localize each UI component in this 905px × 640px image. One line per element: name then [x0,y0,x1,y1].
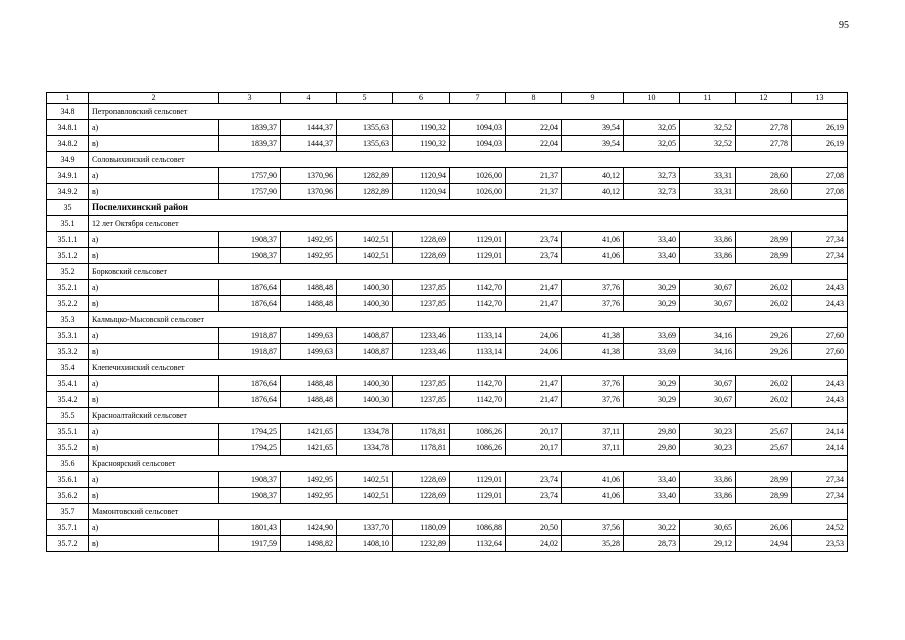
section-title: Красноалтайский сельсовет [89,408,848,424]
value-cell: 1086,26 [450,424,506,440]
value-cell: 21,47 [506,376,562,392]
row-code: 35.2.1 [47,280,89,296]
value-cell: 1492,95 [281,472,337,488]
value-cell: 1232,89 [393,536,450,552]
value-cell: 1282,89 [337,184,393,200]
value-cell: 1237,85 [393,280,450,296]
value-cell: 28,99 [736,232,792,248]
value-cell: 1400,30 [337,296,393,312]
value-cell: 1488,48 [281,280,337,296]
value-cell: 1129,01 [450,232,506,248]
row-code: 35.5.1 [47,424,89,440]
value-cell: 32,05 [624,136,680,152]
value-cell: 37,76 [562,280,624,296]
column-header-row [47,93,848,104]
value-cell: 34,16 [680,328,736,344]
value-cell: 1237,85 [393,296,450,312]
value-cell: 41,06 [562,248,624,264]
row-code: 35.6 [47,456,89,472]
value-cell: 1133,14 [450,328,506,344]
value-cell: 40,12 [562,184,624,200]
value-cell: 37,11 [562,424,624,440]
value-cell: 37,76 [562,296,624,312]
row-code: 35.3.1 [47,328,89,344]
row-code: 35.1.2 [47,248,89,264]
row-code: 35.1 [47,216,89,232]
table-row [47,232,848,248]
value-cell: 24,43 [792,296,848,312]
value-cell: 1337,70 [337,520,393,536]
column-header: 1 [47,93,89,104]
value-cell: 26,19 [792,120,848,136]
value-cell: 32,52 [680,120,736,136]
value-cell: 1794,25 [219,424,281,440]
value-cell: 22,04 [506,120,562,136]
section-title: Петропавловский сельсовет [89,104,848,120]
value-cell: 21,47 [506,392,562,408]
section-title: Калмыцко-Мысовской сельсовет [89,312,848,328]
value-cell: 1421,65 [281,424,337,440]
table-row [47,136,848,152]
section-row [47,456,848,472]
row-variant-label: а) [89,232,219,248]
value-cell: 1876,64 [219,296,281,312]
value-cell: 37,76 [562,392,624,408]
value-cell: 20,17 [506,424,562,440]
row-code: 35.3.2 [47,344,89,360]
value-cell: 33,40 [624,232,680,248]
row-code: 35.4.2 [47,392,89,408]
value-cell: 1129,01 [450,472,506,488]
table-row [47,280,848,296]
row-code: 34.8 [47,104,89,120]
row-variant-label: а) [89,120,219,136]
row-code: 35.2 [47,264,89,280]
value-cell: 24,43 [792,392,848,408]
row-code: 35.7.1 [47,520,89,536]
value-cell: 23,74 [506,248,562,264]
value-cell: 26,19 [792,136,848,152]
table-row [47,424,848,440]
row-code: 34.8.2 [47,136,89,152]
value-cell: 24,14 [792,440,848,456]
value-cell: 1228,69 [393,248,450,264]
value-cell: 1178,81 [393,424,450,440]
value-cell: 1444,37 [281,120,337,136]
column-header: 11 [680,93,736,104]
value-cell: 1142,70 [450,392,506,408]
section-title: Борковский сельсовет [89,264,848,280]
value-cell: 27,34 [792,472,848,488]
value-cell: 30,67 [680,296,736,312]
column-header: 12 [736,93,792,104]
value-cell: 1120,94 [393,184,450,200]
value-cell: 1094,03 [450,136,506,152]
value-cell: 23,74 [506,488,562,504]
value-cell: 1492,95 [281,232,337,248]
value-cell: 26,02 [736,296,792,312]
value-cell: 30,67 [680,392,736,408]
value-cell: 1233,46 [393,344,450,360]
value-cell: 32,52 [680,136,736,152]
value-cell: 24,43 [792,376,848,392]
row-variant-label: в) [89,344,219,360]
row-code: 35.7 [47,504,89,520]
value-cell: 41,06 [562,488,624,504]
table-row [47,376,848,392]
district-title: Поспелихинский район [89,200,848,216]
value-cell: 1876,64 [219,392,281,408]
table-row [47,248,848,264]
row-variant-label: а) [89,328,219,344]
section-row [47,408,848,424]
value-cell: 1839,37 [219,120,281,136]
value-cell: 24,06 [506,344,562,360]
row-code: 35.4 [47,360,89,376]
section-row [47,216,848,232]
column-header: 7 [450,93,506,104]
value-cell: 1424,90 [281,520,337,536]
value-cell: 29,26 [736,328,792,344]
value-cell: 1237,85 [393,376,450,392]
row-code: 35.5 [47,408,89,424]
value-cell: 1334,78 [337,424,393,440]
value-cell: 32,73 [624,168,680,184]
row-variant-label: а) [89,520,219,536]
value-cell: 1178,81 [393,440,450,456]
value-cell: 1132,64 [450,536,506,552]
value-cell: 41,06 [562,232,624,248]
value-cell: 33,69 [624,344,680,360]
value-cell: 33,31 [680,184,736,200]
table-row [47,168,848,184]
value-cell: 1142,70 [450,296,506,312]
value-cell: 1876,64 [219,376,281,392]
value-cell: 1142,70 [450,280,506,296]
row-variant-label: а) [89,472,219,488]
value-cell: 37,76 [562,376,624,392]
table-row [47,120,848,136]
value-cell: 1400,30 [337,280,393,296]
value-cell: 1120,94 [393,168,450,184]
value-cell: 1757,90 [219,168,281,184]
row-variant-label: а) [89,376,219,392]
value-cell: 24,94 [736,536,792,552]
value-cell: 27,78 [736,136,792,152]
table-row [47,392,848,408]
row-code: 35.6.1 [47,472,89,488]
value-cell: 39,54 [562,136,624,152]
value-cell: 30,29 [624,376,680,392]
row-code: 35 [47,200,89,216]
value-cell: 26,02 [736,280,792,296]
value-cell: 33,40 [624,248,680,264]
value-cell: 41,38 [562,344,624,360]
value-cell: 1402,51 [337,488,393,504]
value-cell: 1908,37 [219,488,281,504]
value-cell: 33,86 [680,232,736,248]
value-cell: 1233,46 [393,328,450,344]
value-cell: 1801,43 [219,520,281,536]
value-cell: 24,43 [792,280,848,296]
value-cell: 1370,96 [281,184,337,200]
value-cell: 33,86 [680,248,736,264]
value-cell: 1190,32 [393,136,450,152]
value-cell: 1918,87 [219,328,281,344]
value-cell: 27,34 [792,248,848,264]
column-header: 9 [562,93,624,104]
value-cell: 29,12 [680,536,736,552]
value-cell: 1228,69 [393,472,450,488]
column-header: 5 [337,93,393,104]
row-code: 34.9.1 [47,168,89,184]
value-cell: 21,37 [506,184,562,200]
value-cell: 27,60 [792,328,848,344]
value-cell: 27,34 [792,488,848,504]
value-cell: 29,26 [736,344,792,360]
value-cell: 33,86 [680,488,736,504]
value-cell: 1142,70 [450,376,506,392]
row-variant-label: в) [89,248,219,264]
column-header: 6 [393,93,450,104]
value-cell: 1370,96 [281,168,337,184]
value-cell: 1408,87 [337,344,393,360]
value-cell: 24,06 [506,328,562,344]
value-cell: 1499,63 [281,328,337,344]
value-cell: 1129,01 [450,488,506,504]
row-code: 34.8.1 [47,120,89,136]
value-cell: 28,60 [736,168,792,184]
value-cell: 30,29 [624,280,680,296]
value-cell: 30,65 [680,520,736,536]
table-row [47,520,848,536]
row-variant-label: в) [89,440,219,456]
column-header: 8 [506,93,562,104]
value-cell: 28,99 [736,488,792,504]
value-cell: 27,34 [792,232,848,248]
column-header: 13 [792,93,848,104]
section-title: Красноярский сельсовет [89,456,848,472]
value-cell: 1094,03 [450,120,506,136]
row-code: 35.4.1 [47,376,89,392]
value-cell: 33,86 [680,472,736,488]
value-cell: 30,29 [624,296,680,312]
value-cell: 1408,87 [337,328,393,344]
section-title: Клепечихинский сельсовет [89,360,848,376]
value-cell: 1444,37 [281,136,337,152]
value-cell: 26,02 [736,376,792,392]
value-cell: 1228,69 [393,488,450,504]
section-title: Соловьихинский сельсовет [89,152,848,168]
value-cell: 23,74 [506,232,562,248]
value-cell: 21,37 [506,168,562,184]
value-cell: 27,60 [792,344,848,360]
value-cell: 29,80 [624,440,680,456]
value-cell: 32,05 [624,120,680,136]
row-variant-label: в) [89,296,219,312]
column-header: 2 [89,93,219,104]
table-body [47,93,848,552]
section-row [47,312,848,328]
value-cell: 30,23 [680,440,736,456]
value-cell: 1402,51 [337,248,393,264]
row-code: 35.2.2 [47,296,89,312]
value-cell: 39,54 [562,120,624,136]
value-cell: 1492,95 [281,248,337,264]
value-cell: 1918,87 [219,344,281,360]
row-variant-label: а) [89,168,219,184]
section-title: Мамонтовский сельсовет [89,504,848,520]
value-cell: 1757,90 [219,184,281,200]
page-number: 95 [839,20,849,31]
value-cell: 1086,88 [450,520,506,536]
value-cell: 22,04 [506,136,562,152]
value-cell: 1400,30 [337,376,393,392]
row-code: 35.1.1 [47,232,89,248]
value-cell: 27,08 [792,184,848,200]
value-cell: 25,67 [736,440,792,456]
value-cell: 1190,32 [393,120,450,136]
row-code: 35.6.2 [47,488,89,504]
table-row [47,536,848,552]
column-header: 10 [624,93,680,104]
value-cell: 1355,63 [337,120,393,136]
district-row [47,200,848,216]
value-cell: 29,80 [624,424,680,440]
value-cell: 1129,01 [450,248,506,264]
value-cell: 20,50 [506,520,562,536]
value-cell: 1488,48 [281,392,337,408]
value-cell: 30,23 [680,424,736,440]
value-cell: 21,47 [506,296,562,312]
value-cell: 26,02 [736,392,792,408]
value-cell: 23,53 [792,536,848,552]
section-row [47,360,848,376]
column-header: 4 [281,93,337,104]
value-cell: 27,78 [736,120,792,136]
value-cell: 1133,14 [450,344,506,360]
value-cell: 37,11 [562,440,624,456]
row-variant-label: а) [89,424,219,440]
value-cell: 33,40 [624,488,680,504]
value-cell: 30,29 [624,392,680,408]
value-cell: 30,22 [624,520,680,536]
value-cell: 1917,59 [219,536,281,552]
value-cell: 25,67 [736,424,792,440]
table-row [47,296,848,312]
value-cell: 1908,37 [219,248,281,264]
table-row [47,184,848,200]
value-cell: 1421,65 [281,440,337,456]
row-variant-label: в) [89,392,219,408]
value-cell: 1402,51 [337,472,393,488]
table-row [47,472,848,488]
row-variant-label: в) [89,488,219,504]
column-header: 3 [219,93,281,104]
value-cell: 41,06 [562,472,624,488]
value-cell: 1355,63 [337,136,393,152]
row-variant-label: а) [89,280,219,296]
value-cell: 1499,63 [281,344,337,360]
value-cell: 1402,51 [337,232,393,248]
section-row [47,264,848,280]
value-cell: 1282,89 [337,168,393,184]
value-cell: 1400,30 [337,392,393,408]
row-code: 35.5.2 [47,440,89,456]
value-cell: 24,52 [792,520,848,536]
value-cell: 26,06 [736,520,792,536]
value-cell: 32,73 [624,184,680,200]
row-variant-label: в) [89,136,219,152]
value-cell: 20,17 [506,440,562,456]
value-cell: 30,67 [680,280,736,296]
value-cell: 1228,69 [393,232,450,248]
row-code: 34.9.2 [47,184,89,200]
row-code: 34.9 [47,152,89,168]
row-variant-label: в) [89,184,219,200]
section-title: 12 лет Октября сельсовет [89,216,848,232]
value-cell: 34,16 [680,344,736,360]
table-row [47,328,848,344]
value-cell: 33,69 [624,328,680,344]
value-cell: 1794,25 [219,440,281,456]
row-code: 35.3 [47,312,89,328]
value-cell: 30,67 [680,376,736,392]
value-cell: 28,60 [736,184,792,200]
value-cell: 28,99 [736,472,792,488]
value-cell: 1488,48 [281,296,337,312]
value-cell: 28,99 [736,248,792,264]
value-cell: 1498,82 [281,536,337,552]
value-cell: 1026,00 [450,168,506,184]
value-cell: 1237,85 [393,392,450,408]
value-cell: 1180,09 [393,520,450,536]
table-row [47,488,848,504]
value-cell: 24,14 [792,424,848,440]
value-cell: 21,47 [506,280,562,296]
value-cell: 1908,37 [219,232,281,248]
table-row [47,440,848,456]
value-cell: 28,73 [624,536,680,552]
value-cell: 1839,37 [219,136,281,152]
value-cell: 33,31 [680,168,736,184]
value-cell: 1408,10 [337,536,393,552]
value-cell: 1492,95 [281,488,337,504]
value-cell: 1086,26 [450,440,506,456]
value-cell: 1876,64 [219,280,281,296]
section-row [47,504,848,520]
value-cell: 37,56 [562,520,624,536]
value-cell: 23,74 [506,472,562,488]
value-cell: 1334,78 [337,440,393,456]
data-table [46,92,848,552]
section-row [47,152,848,168]
value-cell: 33,40 [624,472,680,488]
value-cell: 24,02 [506,536,562,552]
value-cell: 40,12 [562,168,624,184]
value-cell: 1908,37 [219,472,281,488]
row-code: 35.7.2 [47,536,89,552]
table-row [47,344,848,360]
value-cell: 27,08 [792,168,848,184]
value-cell: 1488,48 [281,376,337,392]
value-cell: 41,38 [562,328,624,344]
section-row [47,104,848,120]
value-cell: 35,28 [562,536,624,552]
row-variant-label: в) [89,536,219,552]
value-cell: 1026,00 [450,184,506,200]
